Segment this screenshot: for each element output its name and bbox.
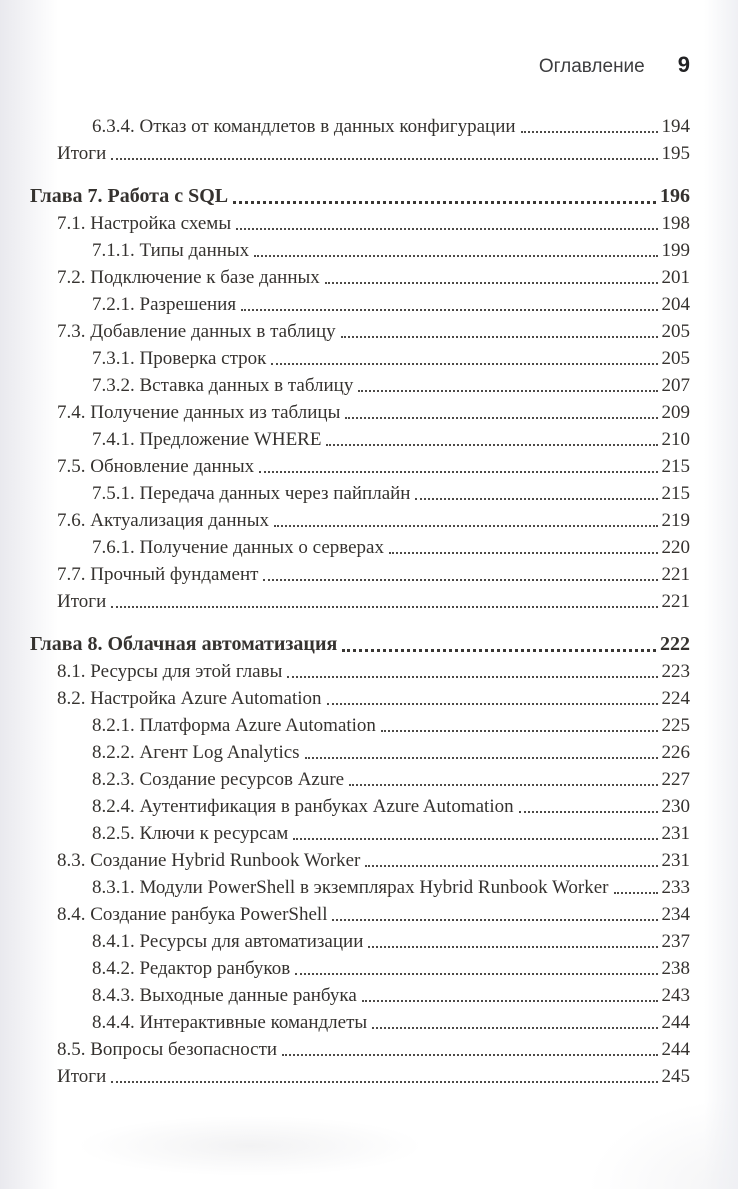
toc-entry-page: 215 bbox=[661, 483, 690, 504]
toc-entry-page: 243 bbox=[661, 985, 690, 1006]
toc-dot-leader bbox=[614, 892, 658, 894]
toc-entry bbox=[30, 656, 690, 683]
toc-entry-page: 205 bbox=[661, 348, 690, 369]
toc-entry-page: 237 bbox=[661, 931, 690, 952]
toc-entry bbox=[30, 235, 690, 262]
toc-dot-leader bbox=[345, 417, 657, 419]
toc-dot-leader bbox=[259, 471, 657, 473]
toc-entry-title: Итоги bbox=[57, 591, 107, 612]
toc-entry bbox=[30, 980, 690, 1007]
toc-dot-leader bbox=[274, 525, 658, 527]
toc-entry bbox=[30, 1007, 690, 1034]
toc-entry-title: 8.4.1. Ресурсы для автоматизации bbox=[92, 931, 364, 952]
toc-dot-leader bbox=[358, 390, 657, 392]
toc-entry-title: 8.1. Ресурсы для этой главы bbox=[57, 661, 283, 682]
toc-dot-leader bbox=[295, 973, 657, 975]
toc-entry-page: 227 bbox=[661, 769, 690, 790]
toc-entry bbox=[30, 899, 690, 926]
toc-dot-leader bbox=[381, 730, 658, 732]
toc-entry-page: 209 bbox=[661, 402, 690, 423]
toc-entry-page: 198 bbox=[661, 213, 690, 234]
toc-dot-leader bbox=[389, 552, 658, 554]
toc-entry-title: 8.4.2. Редактор ранбуков bbox=[92, 958, 291, 979]
toc-entry-page: 244 bbox=[661, 1039, 690, 1060]
toc-entry bbox=[30, 262, 690, 289]
toc-entry bbox=[30, 737, 690, 764]
toc-list bbox=[0, 78, 738, 1088]
toc-entry-title: 7.5.1. Передача данных через пайплайн bbox=[92, 483, 411, 504]
toc-entry-title: 8.3.1. Модули PowerShell в экземплярах Hybrid Runbook Worker bbox=[92, 877, 609, 898]
toc-entry bbox=[30, 138, 690, 165]
toc-entry bbox=[30, 208, 690, 235]
toc-entry bbox=[30, 764, 690, 791]
toc-entry-page: 204 bbox=[661, 294, 690, 315]
toc-dot-leader bbox=[111, 606, 657, 608]
toc-dot-leader bbox=[111, 1081, 657, 1083]
toc-entry-title: Итоги bbox=[57, 1066, 107, 1087]
toc-entry bbox=[30, 1061, 690, 1088]
toc-entry-title: 7.3.1. Проверка строк bbox=[92, 348, 267, 369]
toc-entry-title: 7.2. Подключение к базе данных bbox=[57, 267, 320, 288]
toc-entry-title: 8.2.1. Платформа Azure Automation bbox=[92, 715, 376, 736]
toc-dot-leader bbox=[282, 1054, 657, 1056]
toc-entry-page: 220 bbox=[661, 537, 690, 558]
toc-entry-title: Итоги bbox=[57, 143, 107, 164]
toc-entry bbox=[30, 532, 690, 559]
toc-dot-leader bbox=[236, 228, 657, 230]
toc-dot-leader bbox=[372, 1027, 657, 1029]
toc-entry-page: 219 bbox=[661, 510, 690, 531]
toc-entry bbox=[30, 710, 690, 737]
toc-dot-leader bbox=[111, 158, 657, 160]
toc-dot-leader bbox=[305, 757, 658, 759]
toc-entry-title: 8.4.3. Выходные данные ранбука bbox=[92, 985, 357, 1006]
toc-entry-title: Глава 8. Облачная автоматизация bbox=[30, 633, 338, 655]
toc-entry-title: 8.2.5. Ключи к ресурсам bbox=[92, 823, 289, 844]
toc-entry bbox=[30, 343, 690, 370]
toc-entry bbox=[30, 559, 690, 586]
toc-entry-page: 234 bbox=[661, 904, 690, 925]
toc-entry bbox=[30, 683, 690, 710]
toc-entry-title: 8.2.4. Аутентификация в ранбуках Azure Automation bbox=[92, 796, 514, 817]
toc-entry-title: 7.7. Прочный фундамент bbox=[57, 564, 259, 585]
toc-entry bbox=[30, 111, 690, 138]
toc-entry-page: 207 bbox=[661, 375, 690, 396]
toc-dot-leader bbox=[342, 649, 656, 652]
toc-entry-page: 205 bbox=[661, 321, 690, 342]
toc-entry-page: 222 bbox=[660, 633, 690, 655]
toc-entry-title: 7.4.1. Предложение WHERE bbox=[92, 429, 322, 450]
toc-entry bbox=[30, 289, 690, 316]
toc-entry-page: 225 bbox=[661, 715, 690, 736]
toc-dot-leader bbox=[263, 579, 657, 581]
toc-entry bbox=[30, 926, 690, 953]
toc-entry bbox=[30, 505, 690, 532]
toc-entry-title: 8.2. Настройка Azure Automation bbox=[57, 688, 322, 709]
toc-entry-page: 199 bbox=[661, 240, 690, 261]
toc-entry bbox=[30, 586, 690, 613]
toc-dot-leader bbox=[241, 309, 657, 311]
toc-dot-leader bbox=[368, 946, 657, 948]
toc-dot-leader bbox=[254, 255, 657, 257]
toc-entry bbox=[30, 953, 690, 980]
toc-entry-title: 6.3.4. Отказ от командлетов в данных конфигурации bbox=[92, 116, 516, 137]
toc-dot-leader bbox=[332, 919, 657, 921]
toc-dot-leader bbox=[365, 865, 657, 867]
toc-entry-title: 8.2.2. Агент Log Analytics bbox=[92, 742, 300, 763]
toc-entry bbox=[30, 478, 690, 505]
toc-entry-page: 223 bbox=[661, 661, 690, 682]
toc-entry bbox=[30, 181, 690, 208]
toc-dot-leader bbox=[271, 363, 657, 365]
toc-dot-leader bbox=[287, 676, 657, 678]
toc-entry-page: 201 bbox=[661, 267, 690, 288]
toc-entry-title: 7.6. Актуализация данных bbox=[57, 510, 269, 531]
page-number: 9 bbox=[677, 52, 690, 77]
toc-entry bbox=[30, 629, 690, 656]
toc-entry-page: 233 bbox=[661, 877, 690, 898]
toc-entry bbox=[30, 424, 690, 451]
toc-entry bbox=[30, 872, 690, 899]
toc-entry-page: 210 bbox=[661, 429, 690, 450]
running-head-title: Оглавление bbox=[538, 56, 645, 77]
toc-dot-leader bbox=[519, 811, 658, 813]
toc-entry-title: 8.4.4. Интерактивные командлеты bbox=[92, 1012, 368, 1033]
toc-entry bbox=[30, 845, 690, 872]
toc-entry-title: 7.5. Обновление данных bbox=[57, 456, 255, 477]
toc-entry-title: 7.3.2. Вставка данных в таблицу bbox=[92, 375, 354, 396]
toc-dot-leader bbox=[362, 1000, 658, 1002]
toc-entry bbox=[30, 818, 690, 845]
toc-dot-leader bbox=[415, 498, 657, 500]
toc-entry-page: 238 bbox=[661, 958, 690, 979]
toc-entry-page: 231 bbox=[661, 850, 690, 871]
toc-entry-title: 8.2.3. Создание ресурсов Azure bbox=[92, 769, 345, 790]
toc-entry bbox=[30, 791, 690, 818]
toc-dot-leader bbox=[349, 784, 657, 786]
toc-entry-page: 224 bbox=[661, 688, 690, 709]
toc-entry-page: 226 bbox=[661, 742, 690, 763]
toc-entry-title: 7.2.1. Разрешения bbox=[92, 294, 237, 315]
toc-entry-page: 230 bbox=[661, 796, 690, 817]
toc-entry-title: 7.4. Получение данных из таблицы bbox=[57, 402, 341, 423]
toc-entry-page: 221 bbox=[661, 591, 690, 612]
toc-entry-page: 221 bbox=[661, 564, 690, 585]
toc-entry bbox=[30, 451, 690, 478]
page-header bbox=[0, 0, 738, 78]
toc-dot-leader bbox=[326, 444, 657, 446]
toc-entry-page: 196 bbox=[660, 185, 690, 207]
toc-entry-page: 231 bbox=[661, 823, 690, 844]
toc-dot-leader bbox=[327, 703, 658, 705]
toc-entry-page: 244 bbox=[661, 1012, 690, 1033]
toc-dot-leader bbox=[521, 131, 658, 133]
toc-entry bbox=[30, 1034, 690, 1061]
toc-dot-leader bbox=[325, 282, 658, 284]
toc-entry-page: 215 bbox=[661, 456, 690, 477]
toc-entry-title: Глава 7. Работа с SQL bbox=[30, 185, 229, 207]
toc-entry-title: 7.3. Добавление данных в таблицу bbox=[57, 321, 336, 342]
toc-entry-title: 7.1. Настройка схемы bbox=[57, 213, 232, 234]
toc-entry-title: 8.3. Создание Hybrid Runbook Worker bbox=[57, 850, 361, 871]
toc-entry bbox=[30, 397, 690, 424]
toc-dot-leader bbox=[293, 838, 657, 840]
toc-entry bbox=[30, 316, 690, 343]
toc-entry-page: 245 bbox=[661, 1066, 690, 1087]
toc-entry-title: 7.1.1. Типы данных bbox=[92, 240, 250, 261]
toc-entry bbox=[30, 370, 690, 397]
toc-dot-leader bbox=[341, 336, 658, 338]
toc-entry-page: 194 bbox=[661, 116, 690, 137]
toc-entry-title: 8.5. Вопросы безопасности bbox=[57, 1039, 278, 1060]
toc-entry-title: 8.4. Создание ранбука PowerShell bbox=[57, 904, 328, 925]
toc-entry-title: 7.6.1. Получение данных о серверах bbox=[92, 537, 384, 558]
toc-entry-page: 195 bbox=[661, 143, 690, 164]
toc-dot-leader bbox=[233, 201, 656, 204]
